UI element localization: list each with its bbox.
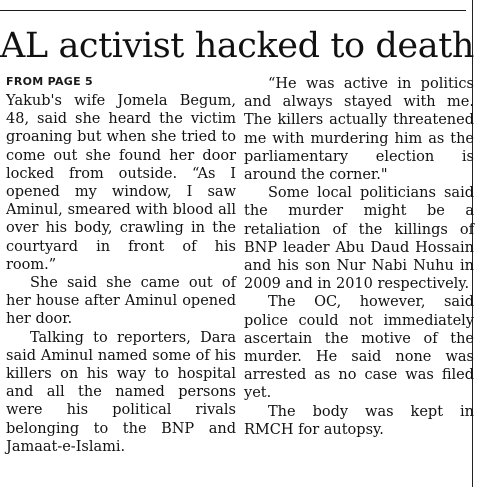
headline: AL activist hacked to death <box>0 26 475 66</box>
paragraph-4: “He was active in politics and always stayed with me. The killers actually threatened me with murdering him as the parliamentary election is around the corner." <box>244 76 474 184</box>
paragraph-6: The OC, however, said police could not immediately ascertain the motive of the murder. He said none was arrested as no case was filed yet. <box>244 294 474 402</box>
paragraph-3: Talking to reporters, Dara said Aminul named some of his killers on his way to hospital and all the named persons were his political rivals belonging to the BNP and Jamaat-e-Islami. <box>6 329 236 455</box>
paragraph-2: She said she came out of her house after Aminul opened her door. <box>6 275 236 328</box>
right-column <box>244 72 474 439</box>
jump-line: FROM PAGE 5 <box>6 75 94 88</box>
paragraph-1: Yakub's wife Jomela Begum, 48, said she heard the victim groaning but when she tried to come out she found her door locked from outside. “As I opened my window, I saw Aminul, smeared with blood all over his body, crawling in the courtyard in front of his room.” <box>6 93 236 273</box>
paragraph-7: The body was kept in RMCH for autopsy. <box>244 403 474 438</box>
top-rule <box>0 10 466 11</box>
left-column <box>6 72 236 456</box>
paragraph-5: Some local politicians said the murder might be a retaliation of the killings of BNP leader Abu Daud Hossain and his son Nur Nabi Nuhu in 2009 and in 2010 respectively. <box>244 185 474 293</box>
